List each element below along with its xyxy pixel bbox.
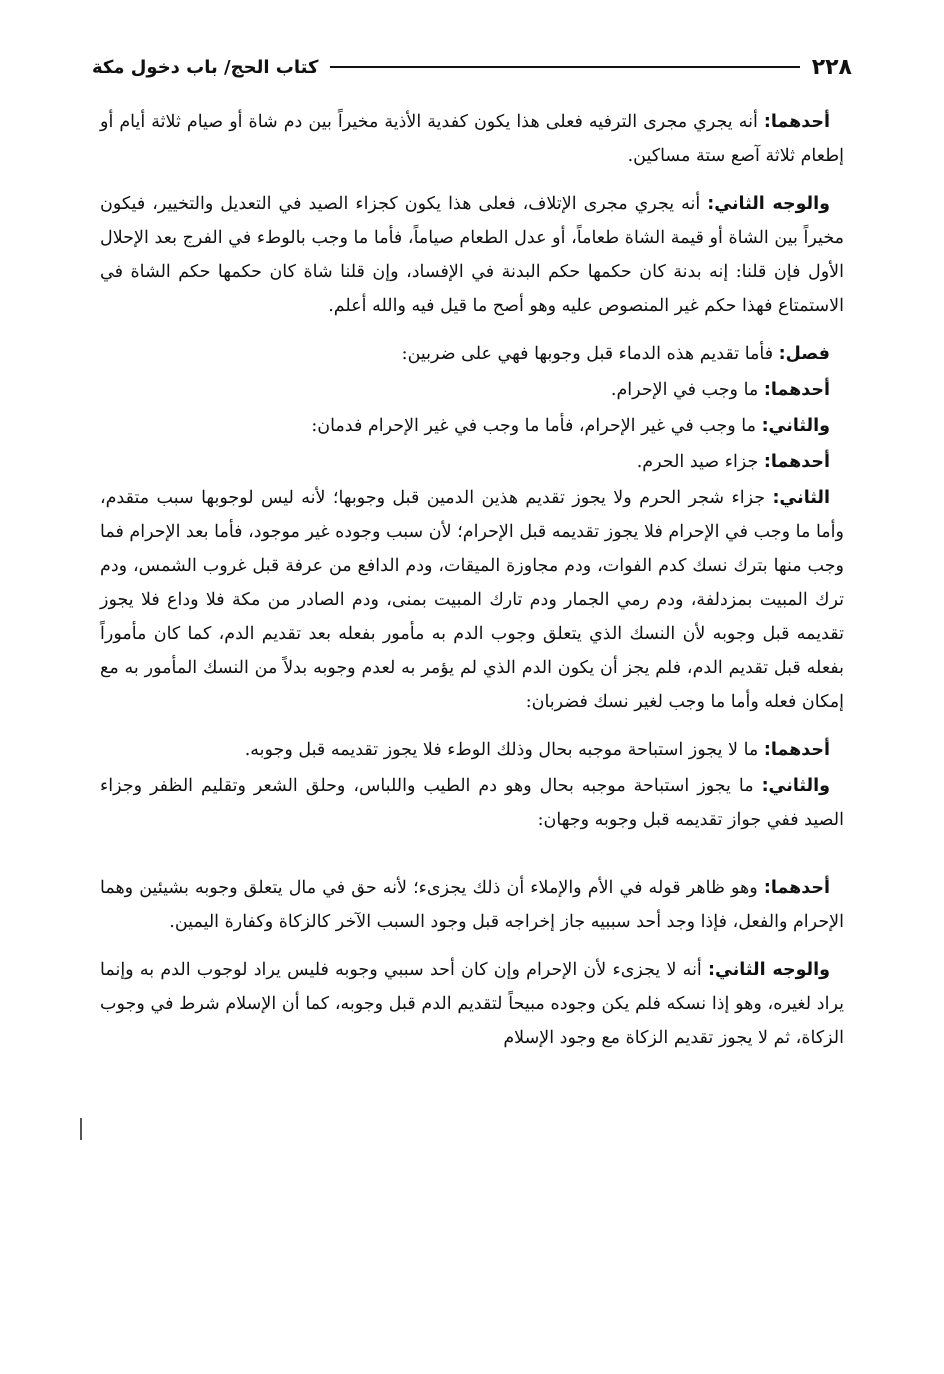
paragraph-text: أنه لا يجزىء لأن الإحرام وإن كان أحد سببي وجوبه فليس يراد لوجوب الدم به وإنما يراد لغيره، وهو إذا نسكه فلم يكن وجوده مبيحاً لتقديم الدم قبل وجوبه، كما أن الإسلام شرط في وجوب الزكاة، ثم لا يجوز تقديم الزكاة مع وجود الإسلام bbox=[100, 960, 844, 1048]
paragraph bbox=[100, 409, 844, 443]
paragraph-text: جزاء صيد الحرم. bbox=[636, 452, 764, 472]
page-number: ٢٢٨ bbox=[811, 54, 852, 80]
paragraph-lead: أحدهما: bbox=[763, 380, 830, 400]
paragraph-text: ما وجب في الإحرام. bbox=[610, 380, 764, 400]
paragraph-lead: الثاني: bbox=[772, 488, 830, 508]
paragraph bbox=[100, 105, 844, 173]
paragraph bbox=[100, 871, 844, 939]
paragraph bbox=[100, 187, 844, 323]
paragraph-lead: أحدهما: bbox=[763, 878, 830, 898]
running-title: كتاب الحج/ باب دخول مكة bbox=[92, 56, 319, 78]
paragraph-text: جزاء شجر الحرم ولا يجوز تقديم هذين الدمين قبل وجوبها؛ لأنه ليس لوجوبها سبب متقدم، وأما ما وجب في الإحرام فلا يجوز تقديمه قبل الإحرام؛ لأن سبب وجوده غير موجود، فأما بعد الإحرام فما وجب منها بترك نسك كدم الفوات، ودم مجاوزة الميقات، ودم الدافع من عرفة قبل غروب الشمس، ودم ترك المبيت بمزدلفة، ودم رمي الجمار ودم تارك المبيت بمنى، ودم الصادر من مكة فلا وداع فلا يجوز تقديمه قبل وجوبه لأن النسك الذي يتعلق وجوب الدم به مأمور بفعله بعد تقديم الدم، كما كان مأموراً بفعله قبل تقديم الدم، فلم يجز أن يكون الدم الذي لم يؤمر به لعدم وجوبه بدلاً من النسك المأمور به مع إمكان فعله وأما ما وجب لغير نسك فضربان: bbox=[100, 488, 844, 712]
header-rule bbox=[330, 66, 799, 68]
paragraph bbox=[100, 953, 844, 1055]
paragraph-text: أنه يجري مجرى الترفيه فعلى هذا يكون كفدية الأذية مخيراً بين دم شاة أو صيام ثلاثة أيام أو إطعام ثلاثة آصع ستة مساكين. bbox=[100, 112, 844, 166]
paragraph bbox=[100, 337, 844, 371]
paragraph bbox=[100, 481, 844, 719]
paragraph-lead: فصل: bbox=[778, 344, 830, 364]
paragraph-text: ما وجب في غير الإحرام، فأما ما وجب في غير الإحرام فدمان: bbox=[311, 416, 762, 436]
paragraph bbox=[100, 733, 844, 767]
paragraph-text: أنه يجري مجرى الإتلاف، فعلى هذا يكون كجزاء الصيد في التعديل والتخيير، فيكون مخيراً بين الشاة أو قيمة الشاة طعاماً، أو عدل الطعام صياماً، فأما ما وجب بالوطء في الفرج بعد الإحلال الأول فإن قلنا: إنه بدنة كان حكمها حكم البدنة في الإفساد، وإن قلنا شاة كان حكمها حكم الشاة في الاستمتاع فهذا حكم غير المنصوص عليه وهو أصح ما قيل فيه والله أعلم. bbox=[100, 194, 844, 316]
page-header bbox=[92, 50, 852, 84]
paragraph bbox=[100, 769, 844, 837]
paragraph-lead: أحدهما: bbox=[763, 112, 830, 132]
paragraph-lead: والوجه الثاني: bbox=[708, 960, 830, 980]
paragraph-text: وهو ظاهر قوله في الأم والإملاء أن ذلك يجزىء؛ لأنه حق في مال يتعلق وجوبه بشيئين وهما الإحرام والفعل، فإذا وجد أحد سببيه جاز إخراجه قبل وجود السبب الآخر كالزكاة وكفارة اليمين. bbox=[100, 878, 844, 932]
paragraph-lead: والثاني: bbox=[761, 776, 830, 796]
paragraph bbox=[100, 445, 844, 479]
paragraph-lead: أحدهما: bbox=[763, 740, 830, 760]
margin-mark bbox=[80, 1118, 82, 1140]
paragraph-text: فأما تقديم هذه الدماء قبل وجوبها فهي على ضربين: bbox=[401, 344, 779, 364]
body-text bbox=[100, 105, 844, 1069]
paragraph-lead: والوجه الثاني: bbox=[707, 194, 830, 214]
paragraph-lead: أحدهما: bbox=[763, 452, 830, 472]
paragraph bbox=[100, 373, 844, 407]
paragraph-text: ما لا يجوز استباحة موجبه بحال وذلك الوطء فلا يجوز تقديمه قبل وجوبه. bbox=[244, 740, 764, 760]
paragraph-text: ما يجوز استباحة موجبه بحال وهو دم الطيب واللباس، وحلق الشعر وتقليم الظفر وجزاء الصيد ففي جواز تقديمه قبل وجوبه وجهان: bbox=[100, 776, 844, 830]
paragraph-lead: والثاني: bbox=[761, 416, 830, 436]
